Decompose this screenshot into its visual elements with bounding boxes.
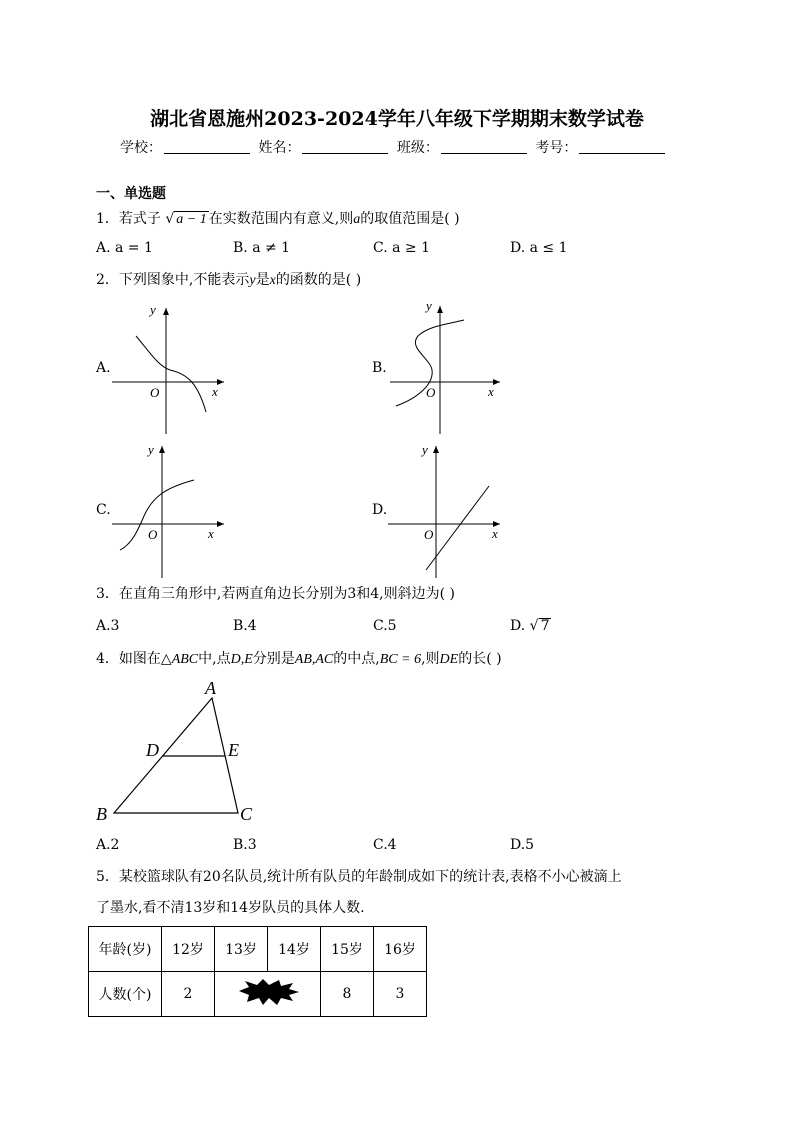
- q1-option-a[interactable]: A. a = 1: [96, 240, 153, 256]
- q2-tail: 的函数的是( ): [275, 272, 362, 288]
- name-label: 姓名：: [258, 140, 301, 156]
- point-a: A: [205, 678, 216, 698]
- q1-number: 1．: [96, 211, 119, 227]
- point-d: D: [146, 740, 159, 760]
- q1-radicand: a − 1: [176, 212, 207, 227]
- graph-c: [108, 440, 238, 580]
- point-c: C: [240, 804, 253, 824]
- graph-b: [388, 298, 508, 435]
- y-label: y: [150, 302, 156, 317]
- ink-blot-cell: [215, 972, 321, 1017]
- class-label: 班级：: [396, 140, 439, 156]
- q3-option-d-label: D.: [510, 618, 526, 634]
- arrow-icon: [217, 379, 224, 385]
- q4-bc: BC = 6: [379, 652, 422, 667]
- q2-option-c[interactable]: C.: [96, 502, 111, 518]
- q4-option-b[interactable]: B.3: [233, 837, 257, 853]
- student-info-line: [120, 137, 669, 157]
- q4-abac: AB,AC: [294, 652, 334, 667]
- q4-text-f: 的长( ): [458, 651, 502, 667]
- q3-option-c[interactable]: C.5: [373, 618, 397, 634]
- q3-option-d[interactable]: D. √ 7: [510, 618, 550, 634]
- q4-de: D,E: [230, 652, 253, 667]
- q1-pre: 若式子: [118, 211, 161, 227]
- x-label: x: [212, 384, 218, 399]
- q4-number: 4．: [96, 651, 119, 667]
- q1-tail: 的取值范围是( ): [360, 211, 460, 227]
- graph-a: [108, 300, 238, 435]
- table-row: [89, 972, 427, 1017]
- q2-y: y: [249, 273, 256, 288]
- name-blank[interactable]: [302, 139, 388, 154]
- q4-abc: ABC: [171, 652, 199, 667]
- q4-de2: DE: [439, 652, 459, 667]
- q3-text: 在直角三角形中,若两直角边长分别为3和4,则斜边为( ): [118, 586, 456, 602]
- q1-option-b[interactable]: B. a ≠ 1: [233, 240, 291, 256]
- point-b: B: [96, 804, 107, 824]
- arrow-icon: [493, 379, 500, 385]
- table-cell: 14岁: [268, 927, 321, 972]
- table-cell: 8: [321, 972, 374, 1017]
- origin-label: O: [426, 385, 436, 400]
- q3-option-d-radicand: 7: [540, 618, 550, 634]
- arrow-icon: [163, 308, 169, 315]
- school-label: 学校：: [120, 140, 162, 156]
- q1-post: 在实数范围内有意义,则: [208, 211, 354, 227]
- ink-blot-icon: [233, 977, 303, 1007]
- q4-text-c: 分别是: [252, 651, 295, 667]
- table-cell: 年龄(岁): [89, 927, 162, 972]
- q5-line1: 某校篮球队有20名队员,统计所有队员的年龄制成如下的统计表,表格不小心被滴上: [118, 869, 622, 885]
- q3-number: 3．: [96, 586, 119, 602]
- table-row: [89, 927, 427, 972]
- curve: [136, 336, 206, 412]
- q3-option-a[interactable]: A.3: [96, 618, 120, 634]
- q1-var: a: [353, 212, 361, 227]
- q2-number: 2．: [96, 272, 119, 288]
- q2-option-a[interactable]: A.: [96, 360, 111, 376]
- q2-mid: 是: [255, 272, 270, 288]
- table-cell: 16岁: [374, 927, 427, 972]
- question-4: [96, 648, 502, 668]
- y-label: y: [422, 442, 428, 457]
- q4-text-d: 的中点,: [333, 651, 380, 667]
- point-e: E: [228, 740, 239, 760]
- x-label: x: [492, 526, 498, 541]
- q1-radical: √ a − 1: [165, 211, 207, 227]
- q4-option-d[interactable]: D.5: [510, 837, 535, 853]
- line-graph: [426, 486, 489, 570]
- q4-text-a: 如图在△: [118, 651, 172, 667]
- q2-x: x: [269, 273, 276, 288]
- number-blank[interactable]: [579, 139, 665, 154]
- graph-d: [386, 440, 506, 580]
- arrow-icon: [437, 306, 443, 313]
- question-5: [96, 866, 622, 886]
- school-blank[interactable]: [164, 139, 250, 154]
- q2-option-d[interactable]: D.: [372, 502, 388, 518]
- triangle-figure: [92, 676, 272, 826]
- x-label: x: [488, 384, 494, 399]
- table-cell: 12岁: [162, 927, 215, 972]
- q1-option-d[interactable]: D. a ≤ 1: [510, 240, 568, 256]
- section-heading: 一、单选题: [96, 186, 166, 202]
- number-label: 考号：: [535, 140, 578, 156]
- origin-label: O: [424, 527, 434, 542]
- q5-number: 5．: [96, 869, 119, 885]
- arrow-icon: [217, 521, 224, 527]
- q4-option-a[interactable]: A.2: [96, 837, 120, 853]
- q4-option-c[interactable]: C.4: [373, 837, 397, 853]
- question-2: [96, 269, 361, 289]
- table-cell: 2: [162, 972, 215, 1017]
- q2-pre: 下列图象中,不能表示: [118, 272, 250, 288]
- y-label: y: [426, 298, 432, 313]
- table-cell: 13岁: [215, 927, 268, 972]
- origin-label: O: [148, 527, 158, 542]
- age-table: [88, 926, 427, 1017]
- question-1: [96, 208, 460, 228]
- y-label: y: [148, 442, 154, 457]
- q3-option-b[interactable]: B.4: [233, 618, 257, 634]
- origin-label: O: [150, 385, 160, 400]
- class-blank[interactable]: [441, 139, 527, 154]
- q4-text-e: ,则: [421, 651, 440, 667]
- q2-option-b[interactable]: B.: [372, 360, 387, 376]
- q5-line2: 了墨水,看不清13岁和14岁队员的具体人数.: [96, 900, 365, 916]
- table-cell: 人数(个): [89, 972, 162, 1017]
- page-title: 湖北省恩施州2023-2024学年八年级下学期期末数学试卷: [150, 108, 644, 130]
- arrow-icon: [433, 446, 439, 453]
- x-label: x: [208, 526, 214, 541]
- arrow-icon: [159, 446, 165, 453]
- table-cell: 15岁: [321, 927, 374, 972]
- q4-text-b: 中,点: [198, 651, 231, 667]
- q1-option-c[interactable]: C. a ≥ 1: [373, 240, 430, 256]
- question-3: [96, 583, 455, 603]
- table-cell: 3: [374, 972, 427, 1017]
